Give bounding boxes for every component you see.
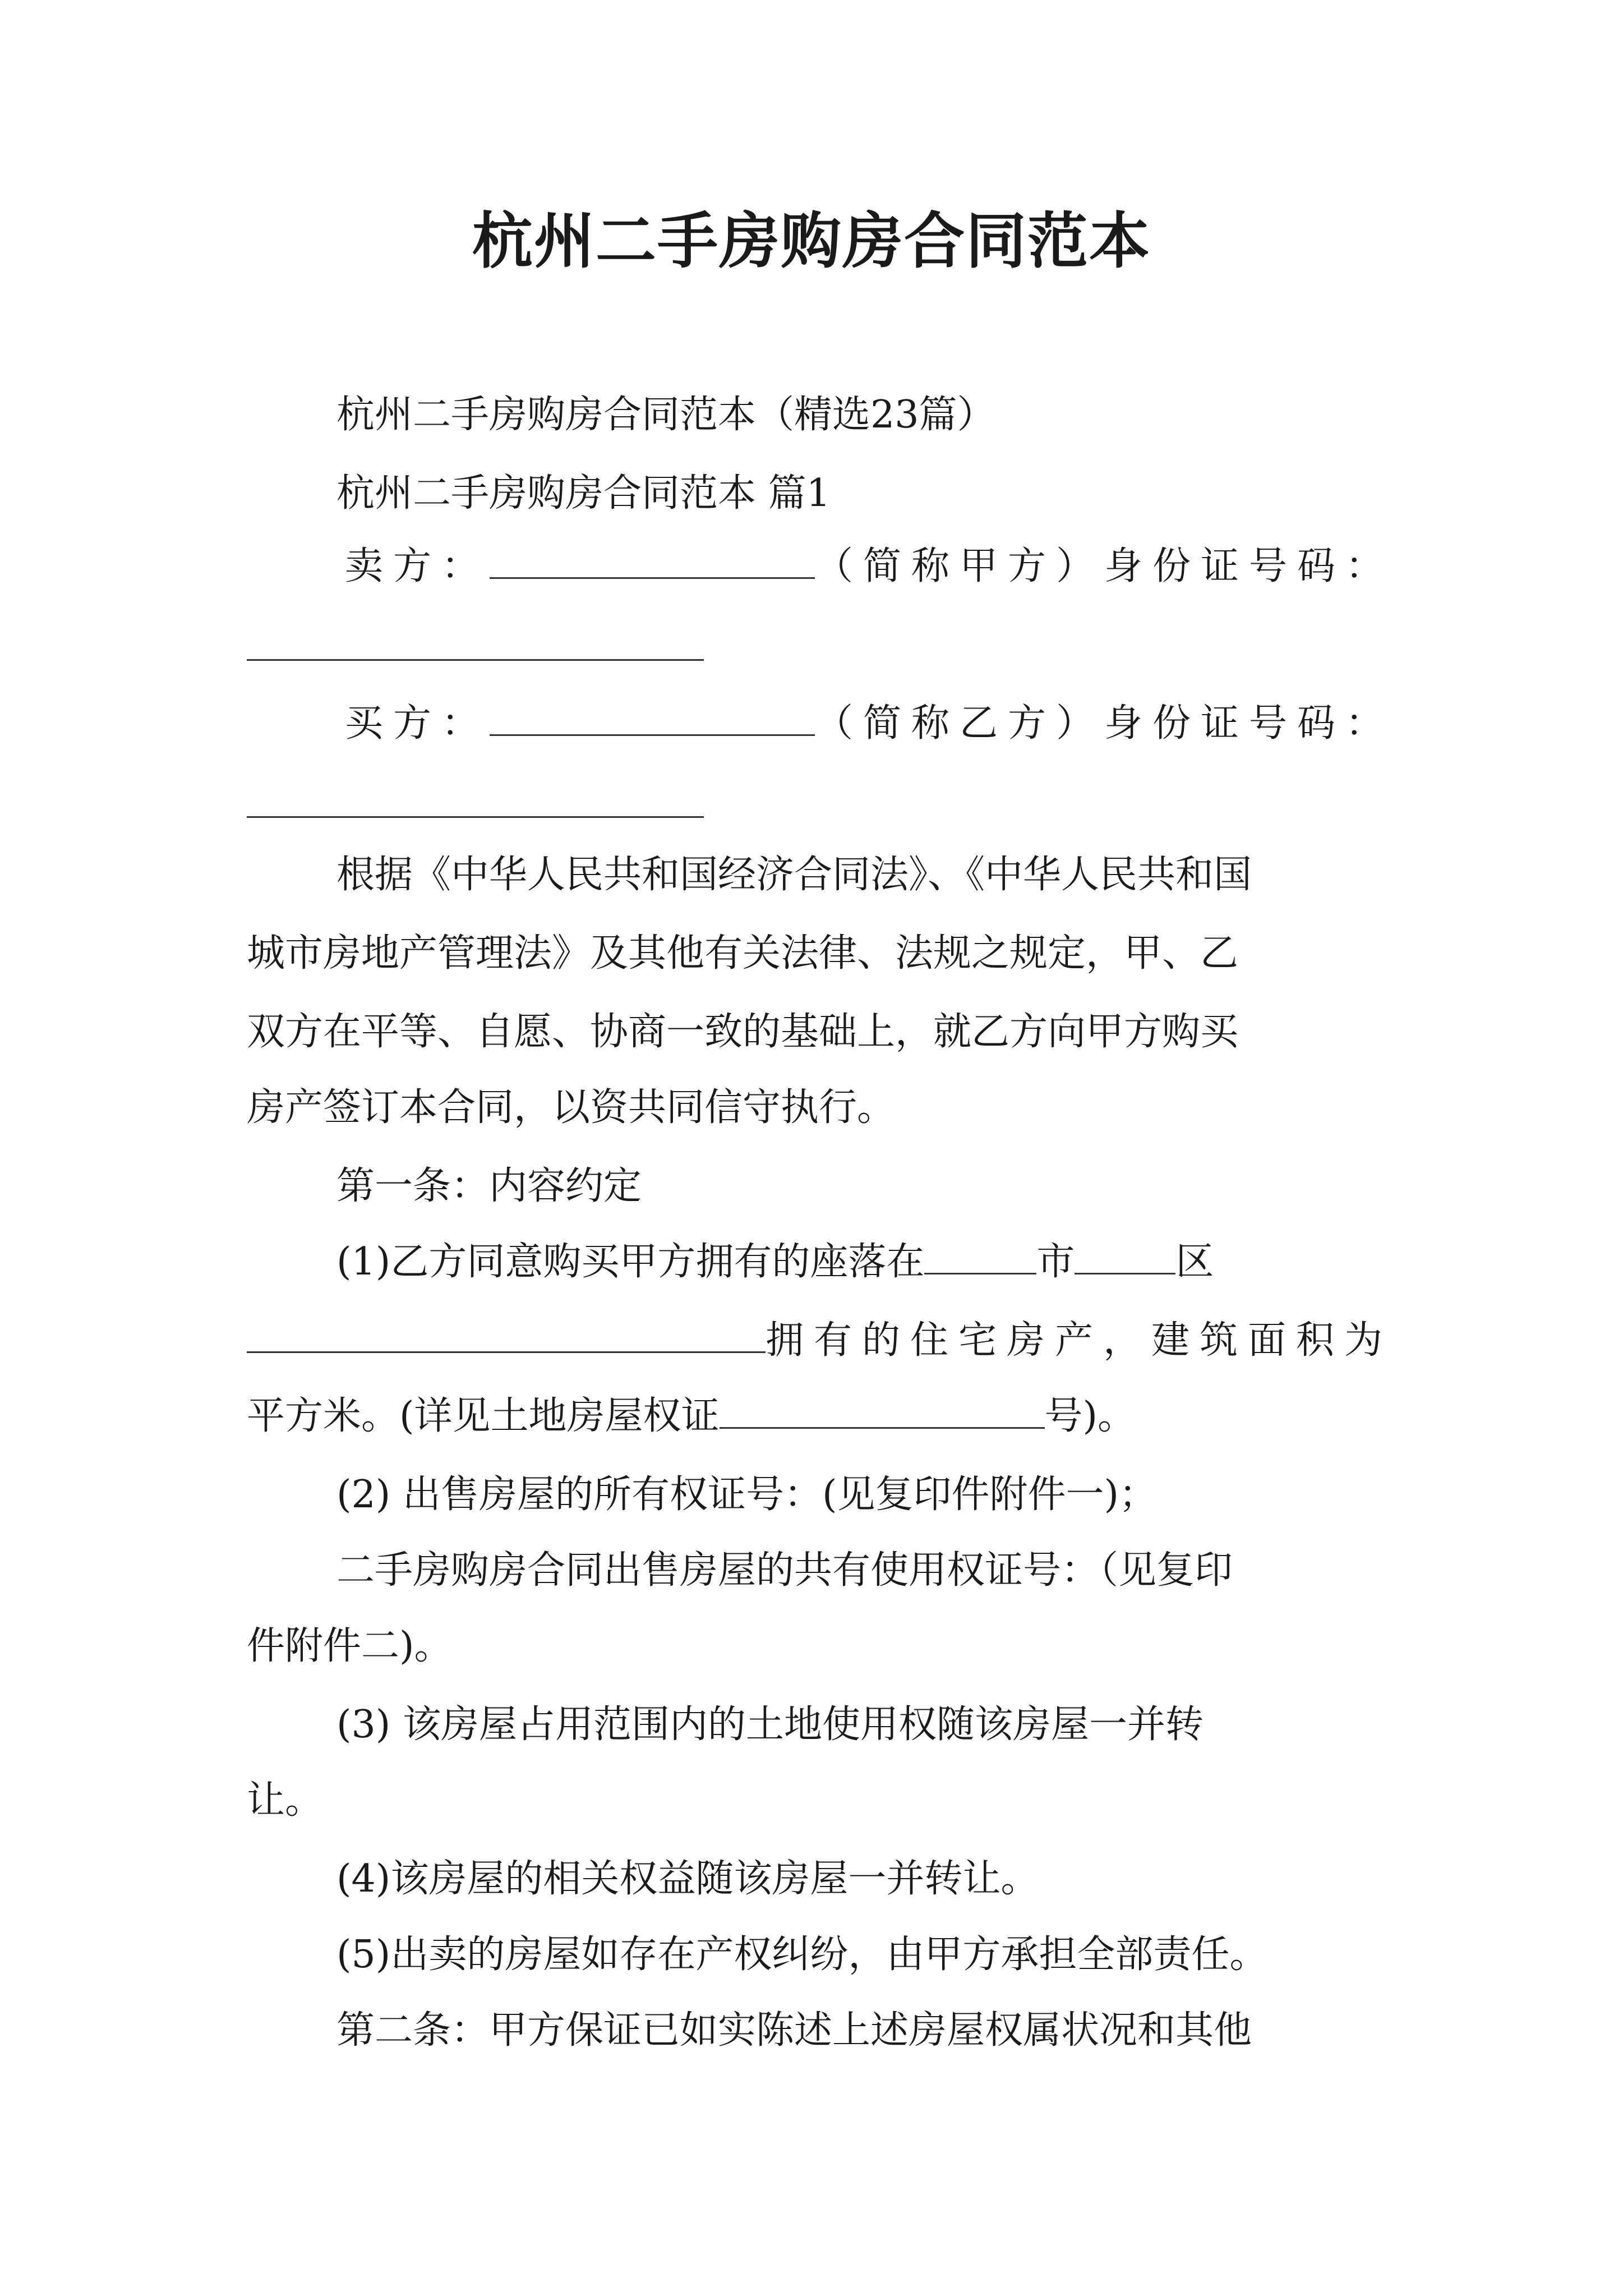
buyer-line	[345, 696, 1394, 752]
seller-name-blank	[490, 544, 815, 579]
item1-text-d: 号)。	[1044, 1394, 1136, 1438]
seller-label: 卖方：	[345, 544, 490, 588]
buyer-id-blank	[247, 816, 704, 818]
document-title: 杭州二手房购房合同范本	[472, 206, 1151, 277]
article1-item3-line2: 让。	[247, 1778, 324, 1823]
intro-line-4: 房产签订本合同，以资共同信守执行。	[247, 1085, 896, 1130]
article1-item2b-line1: 二手房购房合同出售房屋的共有使用权证号：（见复印	[336, 1548, 1233, 1593]
article1-item1-line3	[247, 1388, 1136, 1444]
item1-district-label: 区	[1175, 1240, 1214, 1284]
article1-item1-line2	[247, 1313, 1393, 1369]
subtitle: 杭州二手房购房合同范本（精选23篇）	[336, 393, 995, 437]
item1-text-b: 拥有的住宅房产，建筑面积为	[766, 1318, 1393, 1363]
item1-text-c: 平方米。(详见土地房屋权证	[247, 1394, 720, 1438]
article1-item1-line1	[336, 1234, 1214, 1290]
buyer-name-blank	[490, 701, 815, 736]
seller-suffix: （简称甲方）身份证号码：	[815, 544, 1394, 588]
buyer-suffix: （简称乙方）身份证号码：	[815, 701, 1394, 746]
article1-item5: (5)出卖的房屋如存在产权纠纷，由甲方承担全部责任。	[336, 1932, 1268, 1977]
seller-id-blank	[247, 659, 704, 661]
item1-city-label: 市	[1036, 1240, 1075, 1284]
seller-line	[345, 539, 1394, 595]
item1-text-a: (1)乙方同意购买甲方拥有的座落在	[336, 1240, 925, 1284]
article1-item2: (2) 出售房屋的所有权证号：(见复印件附件一)；	[336, 1473, 1157, 1517]
article2-heading: 第二条：甲方保证已如实陈述上述房屋权属状况和其他	[336, 2008, 1252, 2053]
certificate-number-blank	[720, 1393, 1045, 1429]
district-blank	[1075, 1239, 1175, 1274]
article1-item2b-line2: 件附件二)。	[247, 1624, 453, 1668]
buyer-label: 买方：	[345, 701, 490, 746]
article1-heading: 第一条：内容约定	[336, 1164, 642, 1208]
intro-line-3: 双方在平等、自愿、协商一致的基础上，就乙方向甲方购买	[247, 1010, 1239, 1054]
intro-line-1: 根据《中华人民共和国经济合同法》、《中华人民共和国	[336, 853, 1252, 897]
section-heading: 杭州二手房购房合同范本 篇1	[336, 471, 831, 516]
article1-item3-line1: (3) 该房屋占用范围内的土地使用权随该房屋一并转	[336, 1703, 1204, 1747]
intro-line-2: 城市房地产管理法》及其他有关法律、法规之规定，甲、乙	[247, 931, 1239, 976]
article1-item4: (4)该房屋的相关权益随该房屋一并转让。	[336, 1857, 1039, 1901]
city-blank	[924, 1239, 1036, 1274]
address-blank	[247, 1318, 766, 1353]
